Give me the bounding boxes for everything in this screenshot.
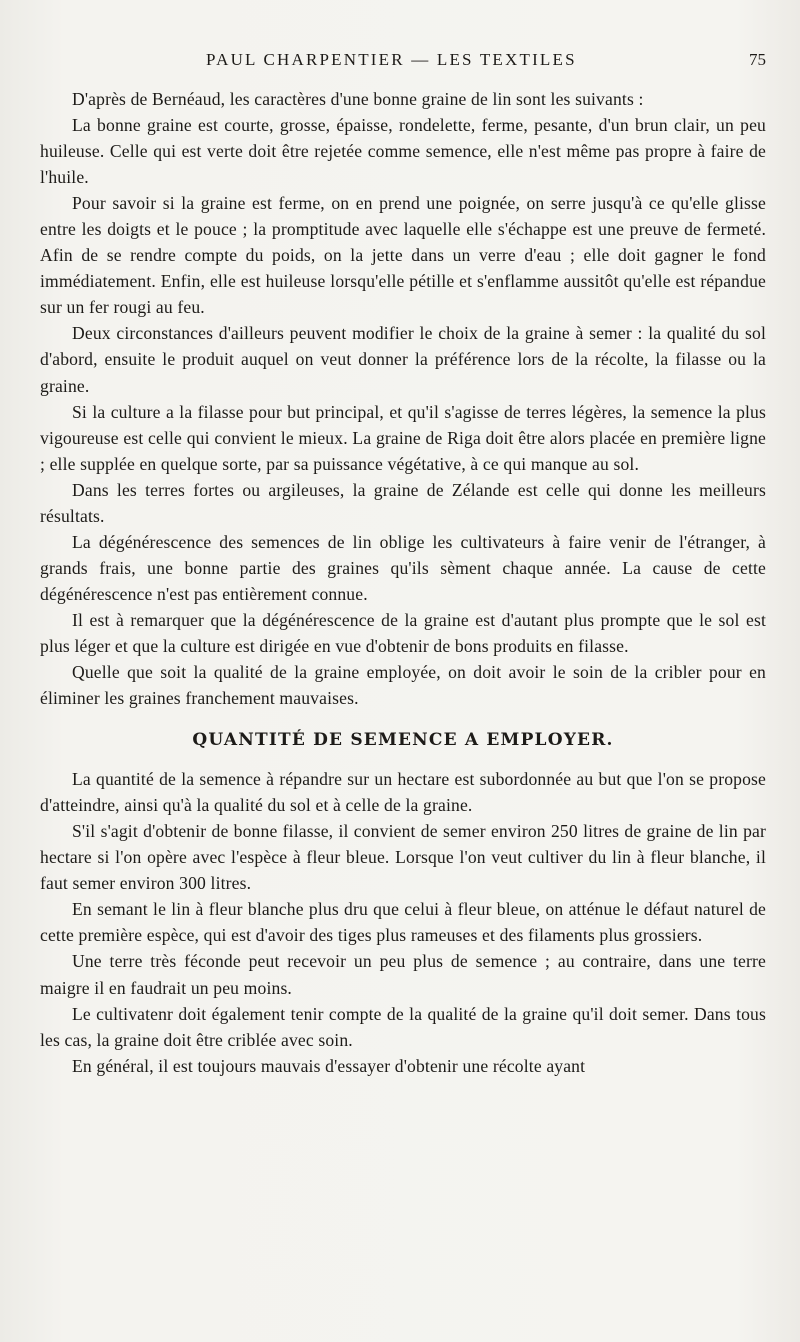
running-title: PAUL CHARPENTIER — LES TEXTILES — [206, 50, 577, 69]
paragraph: D'après de Bernéaud, les caractères d'une bonne graine de lin sont les suivants : — [72, 89, 644, 109]
body-text — [40, 86, 766, 1079]
paragraph: S'il s'agit d'obtenir de bonne filasse, il convient de semer environ 250 litres de graine de lin par hectare si l'on opère avec l'espèce à fleur bleue. Lorsque l'on veut cultiver du lin à fleur blanche, il faut semer environ 300 litres. — [40, 821, 766, 894]
section-heading: QUANTITÉ DE SEMENCE A EMPLOYER. — [192, 730, 614, 751]
paragraph: En semant le lin à fleur blanche plus dru que celui à fleur bleue, on atténue le défaut naturel de cette première espèce, qui est d'avoir des tiges plus rameuses et des filaments plus grossiers. — [40, 899, 766, 946]
running-head — [40, 50, 766, 72]
page-number: 75 — [749, 50, 766, 69]
paragraph: Pour savoir si la graine est ferme, on en prend une poignée, on serre jusqu'à ce qu'elle glisse entre les doigts et le pouce ; la promptitude avec laquelle elle s'échappe est une preuve de fermeté. Afin de se rendre compte du poids, on la jette dans un verre d'eau ; elle doit gagner le fond immédiatement. Enfin, elle est huileuse lorsqu'elle pétille et s'enflamme aussitôt qu'elle est répandue sur un fer rougi au feu. — [40, 193, 766, 318]
paragraph: Il est à remarquer que la dégénérescence de la graine est d'autant plus prompte que le sol est plus léger et que la culture est dirigée en vue d'obtenir de bons produits en filasse. — [40, 609, 766, 656]
paragraph: En général, il est toujours mauvais d'essayer d'obtenir une récolte ayant — [72, 1055, 586, 1076]
paragraph: La dégénérescence des semences de lin oblige les cultivateurs à faire venir de l'étranger, à grands frais, une bonne partie des graines qu'ils sèment chaque année. La cause de cette dégénérescence n'est pas entièrement connue. — [40, 531, 766, 604]
paragraph: La bonne graine est courte, grosse, épaisse, rondelette, ferme, pesante, d'un brun clair, un peu huileuse. Celle qui est verte doit être rejetée comme semence, elle n'est même pas propre à faire de l'huile. — [40, 115, 766, 188]
paragraph: Le cultivatenr doit également tenir compte de la qualité de la graine qu'il doit semer. Dans tous les cas, la graine doit être criblée avec soin. — [40, 1003, 766, 1050]
paragraph: La quantité de la semence à répandre sur un hectare est subordonnée au but que l'on se propose d'atteindre, ainsi qu'à la qualité du sol et à celle de la graine. — [40, 769, 766, 816]
paragraph: Une terre très féconde peut recevoir un peu plus de semence ; au contraire, dans une terre maigre il en faudrait un peu moins. — [40, 951, 766, 998]
paragraph: Quelle que soit la qualité de la graine employée, on doit avoir le soin de la cribler pour en éliminer les graines franchement mauvaises. — [40, 662, 766, 709]
paragraph: Dans les terres fortes ou argileuses, la graine de Zélande est celle qui donne les meilleurs résultats. — [40, 479, 766, 526]
paragraph: Deux circonstances d'ailleurs peuvent modifier le choix de la graine à semer : la qualité du sol d'abord, ensuite le produit auquel on veut donner la préférence lors de la récolte, la filasse ou la graine. — [40, 323, 766, 396]
paragraph: Si la culture a la filasse pour but principal, et qu'il s'agisse de terres légères, la semence la plus vigoureuse est celle qui convient le mieux. La graine de Riga doit être alors placée en première ligne ; elle supplée en quelque sorte, par sa puissance végétative, à ce qui manque au sol. — [40, 401, 766, 474]
